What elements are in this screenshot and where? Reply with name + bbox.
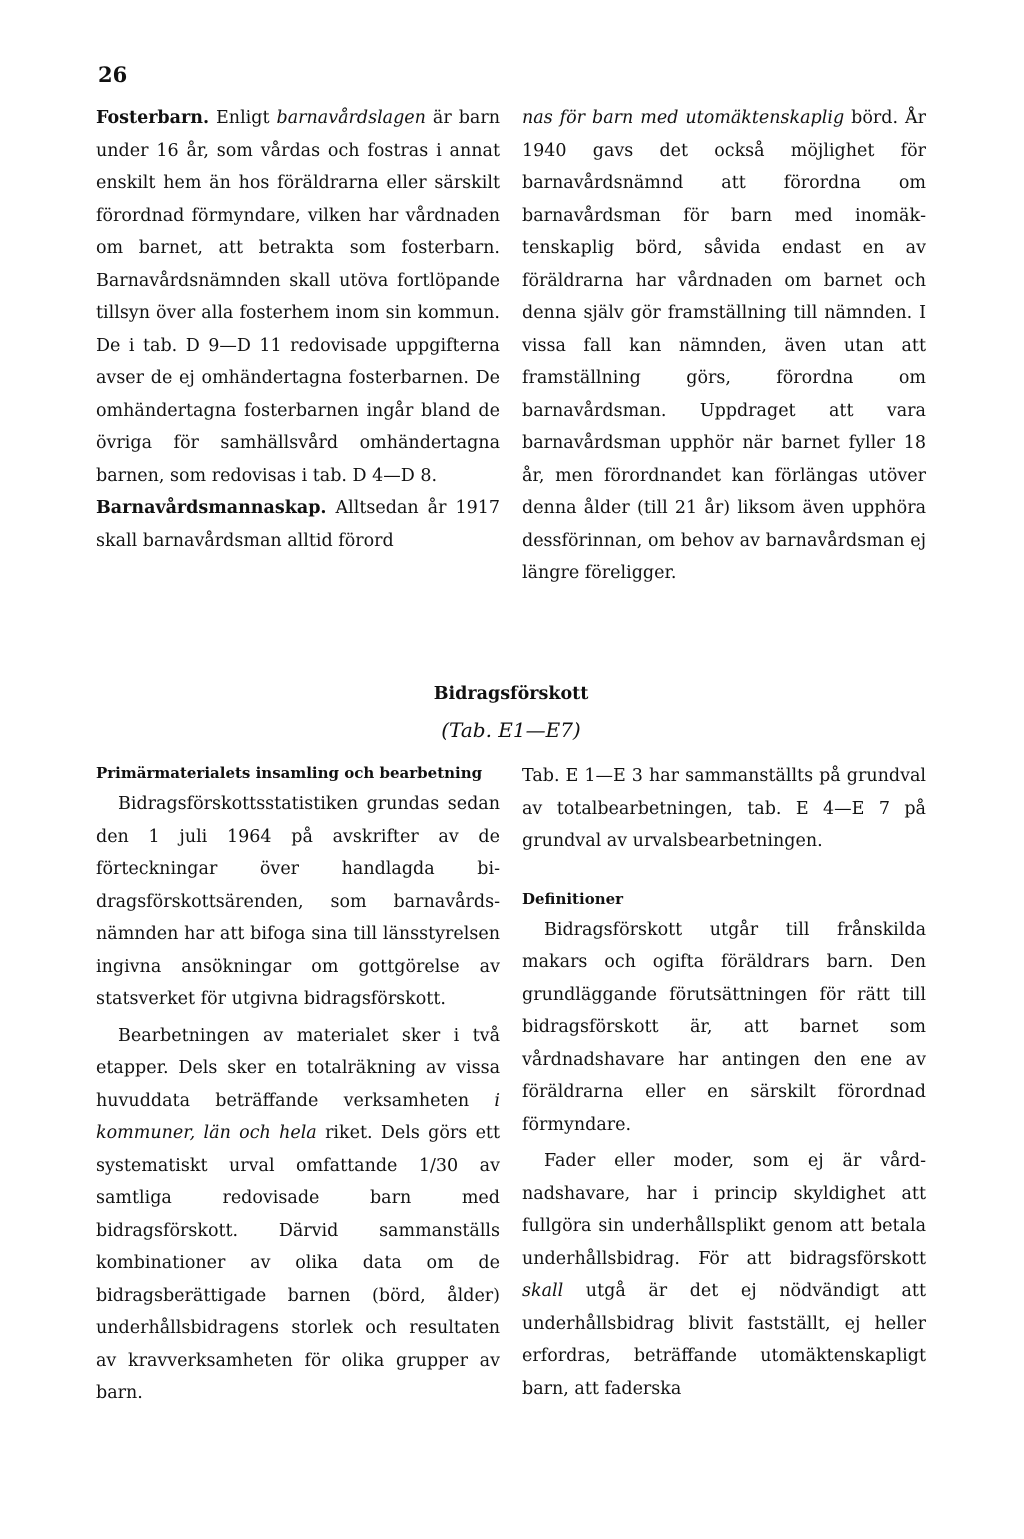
italic-run: skall	[522, 1281, 564, 1301]
text-run: riket. Dels görs ett systematiskt urval omfattande 1/30 av samtliga redovisade barn med bidragsförskott. Därvid sammanställs kombinationer av olika data om de bidragsberättigade barnen (börd, ålder) underhållsbidragens storlek och resultaten av kravverksamheten för olika grupper av barn.	[96, 1123, 500, 1403]
paragraph-statistik: Bidragsförskottsstatistiken grundas sedan den 1 juli 1964 på avskrifter av de förteckningar över handlagda bidragsförskottsärenden, som barnavårdsnämnden har att bifoga sina till länsstyrelsen ingivna ansökningar om gottgörelse av statsverket för utgivna bidragsförskott.	[96, 794, 500, 1009]
subheading-primarmaterial: Primärmaterialets insamling och bearbetning	[96, 764, 483, 782]
section-subtitle: (Tab. E1—E7)	[441, 718, 581, 742]
paragraph-fosterbarn	[96, 102, 500, 492]
section-title: Bidragsförskott	[433, 684, 589, 704]
text-run: Enligt	[209, 108, 277, 128]
text-run: Alltsedan år 1917 skall barnavårdsman alltid förord	[96, 498, 500, 551]
text-run: börd. År 1940 gavs det också möjlighet för barnavårdsnämnd att förordna om barnavårdsman för barn med inomäktenskaplig börd, såvida endast en av föräldrarna har vårdnaden om barnet och denna själv gör framställning till nämnden. I vissa fall kan nämnden, även utan att framställning görs, förordna om barnavårdsman. Uppdraget att vara barnavårdsman upphör när barnet fyller 18 år, men förordnandet kan förlängas utöver denna ålder (till 21 år) liksom även upphöra dessförinnan, om behov av barnavårdsman ej längre föreligger.	[522, 108, 926, 583]
paragraph-underhall	[522, 1145, 926, 1405]
paragraph-tabeller: Tab. E 1—E 3 har sammanställts på grundval av totalbearbetningen, tab. E 4—E 7 på grundval av urvalsbearbetningen.	[522, 766, 926, 851]
column-bottom-left	[96, 758, 500, 1410]
italic-run: barnavårdslagen	[276, 108, 426, 128]
text-run: Fader eller moder, som ej är vårdnadshavare, har i princip skyldighet att fullgöra sin underhållsplikt genom att betala underhållsbidrag. För att bidragsförskott	[522, 1151, 926, 1269]
runin-heading-barnavardsmannaskap: Barnavårdsmannaskap.	[96, 498, 327, 518]
text-run: är barn under 16 år, som vårdas och fostras i annat enskilt hem än hos föräldrarna eller särskilt förordnad förmyndare, vilken har vårdnaden om barnet, att betrakta som fosterbarn. Barnavårdsnämnden skall utöva fortlöpande tillsyn över alla fosterhem inom sin kommun. De i tab. D 9—D 11 redovisade uppgifterna avser de ej omhändertagna fosterbarnen. De omhändertagna fosterbarnen ingår bland de övriga för samhällsvård omhändertagna barnen, som redovisas i tab. D 4—D 8.	[96, 108, 500, 486]
paragraph-definition: Bidragsförskott utgår till frånskilda makars och ogifta föräldrars barn. Den grundläggande förutsättningen för rätt till bidragsförskott är, att barnet som vårdnadshavare har antingen den ene av föräldrarna eller en särskilt förordnad förmyndare.	[522, 919, 926, 1135]
paragraph-barnavardsmannaskap	[96, 492, 500, 557]
column-top-right	[522, 102, 926, 590]
page-number: 26	[98, 62, 128, 87]
paragraph-continuation	[522, 102, 926, 590]
italic-run: nas för barn med utomäktenskaplig	[522, 108, 845, 128]
text-run: utgå är det ej nödvändigt att underhållsbidrag blivit fastställt, ej heller erfordras, beträffande utomäktenskapligt barn, att faderska	[522, 1281, 926, 1399]
column-bottom-right	[522, 760, 926, 1405]
subheading-definitioner: Definitioner	[522, 889, 624, 908]
paragraph-bearbetning	[96, 1020, 500, 1410]
column-top-left	[96, 102, 500, 557]
italic-run: i kommuner, län och hela	[96, 1090, 500, 1143]
runin-heading-fosterbarn: Fosterbarn.	[96, 108, 210, 128]
text-run: Bearbetningen av materialet sker i två etapper. Dels sker en totalräkning av vissa huvuddata beträffande verksamheten	[96, 1025, 500, 1111]
